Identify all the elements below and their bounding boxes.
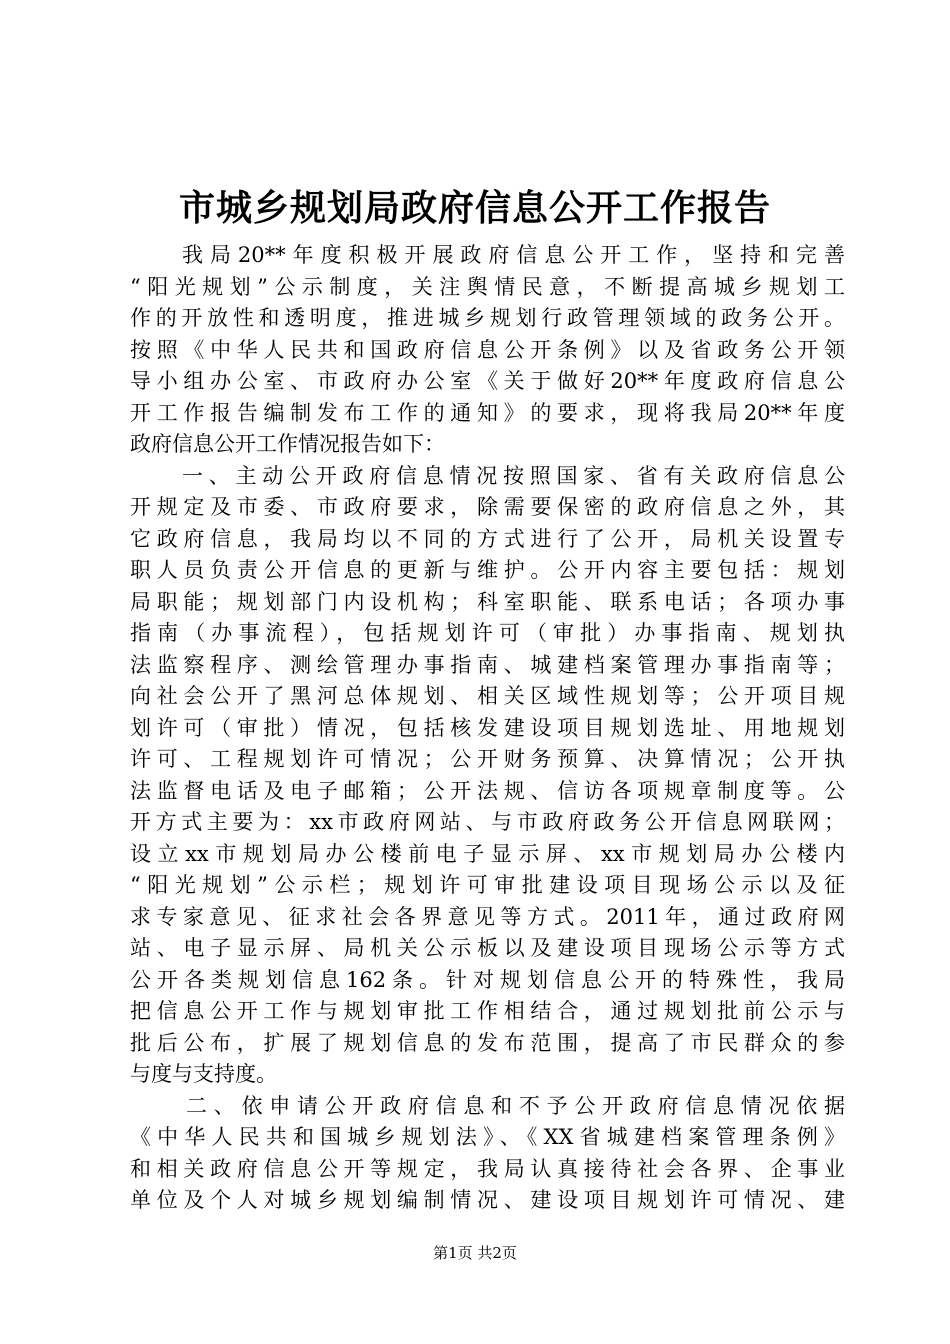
body-line: 设立xx市规划局办公楼前电子显示屏、xx市规划局办公楼内 [130,841,845,866]
body-line: 开规定及市委、市政府要求，除需要保密的政府信息之外，其 [130,495,845,519]
body-line: 与度与支持度。 [130,1062,277,1086]
body-line: 公开各类规划信息162条。针对规划信息公开的特殊性，我局 [130,967,845,992]
body-line: 站、电子显示屏、局机关公示板以及建设项目现场公示等方式 [130,936,845,960]
body-line: 批后公布，扩展了规划信息的发布范围，提高了市民群众的参 [130,1030,845,1055]
document-title: 市城乡规划局政府信息公开工作报告 [178,187,771,229]
page-number: 第1页 共2页 [433,1244,517,1262]
body-line: 导小组办公室、市政府办公室《关于做好20**年度政府信息公 [130,369,845,393]
body-line: 政府信息公开工作情况报告如下： [130,432,445,456]
body-line: 一、主动公开政府信息情况按照国家、省有关政府信息公 [182,463,845,488]
body-line: 指南（办事流程），包括规划许可（审批）办事指南、规划执 [130,621,845,645]
body-line: 把信息公开工作与规划审批工作相结合，通过规划批前公示与 [130,999,845,1023]
body-line: 局职能；规划部门内设机构；科室职能、联系电话；各项办事 [130,589,845,614]
body-line: “阳光规划”公示栏；规划许可审批建设项目现场公示以及征 [130,873,845,897]
body-line: 向社会公开了黑河总体规划、相关区域性规划等；公开项目规 [130,684,845,708]
body-line: 按照《中华人民共和国政府信息公开条例》以及省政务公开领 [130,337,845,362]
body-line: 法监察程序、测绘管理办事指南、城建档案管理办事指南等； [130,652,845,677]
body-line: 法监督电话及电子邮箱；公开法规、信访各项规章制度等。公 [130,778,845,803]
body-line: 作的开放性和透明度，推进城乡规划行政管理领域的政务公开。 [130,306,845,330]
page-footer [0,1243,950,1263]
body-line: 开工作报告编制发布工作的通知》的要求，现将我局20**年度 [130,400,845,425]
document-body [130,240,845,1217]
body-line: 我局20**年度积极开展政府信息公开工作，坚持和完善 [182,243,845,267]
body-line: 《中华人民共和国城乡规划法》、《XX省城建档案管理条例》 [130,1125,845,1149]
body-line: “阳光规划”公示制度，关注舆情民意，不断提高城乡规划工 [130,274,845,299]
body-line: 求专家意见、征求社会各界意见等方式。2011年，通过政府网 [130,904,845,929]
body-line: 职人员负责公开信息的更新与维护。公开内容主要包括：规划 [130,558,845,582]
body-line: 划许可（审批）情况，包括核发建设项目规划选址、用地规划 [130,715,845,740]
body-line: 许可、工程规划许可情况；公开财务预算、决算情况；公开执 [130,747,845,771]
body-line: 单位及个人对城乡规划编制情况、建设项目规划许可情况、建 [130,1188,845,1212]
body-line: 和相关政府信息公开等规定，我局认真接待社会各界、企事业 [130,1156,845,1181]
body-line: 它政府信息，我局均以不同的方式进行了公开，局机关设置专 [130,526,845,551]
body-line: 二、依申请公开政府信息和不予公开政府信息情况依据 [186,1093,845,1118]
body-line: 开方式主要为：xx市政府网站、与市政府政务公开信息网联网； [130,810,845,834]
